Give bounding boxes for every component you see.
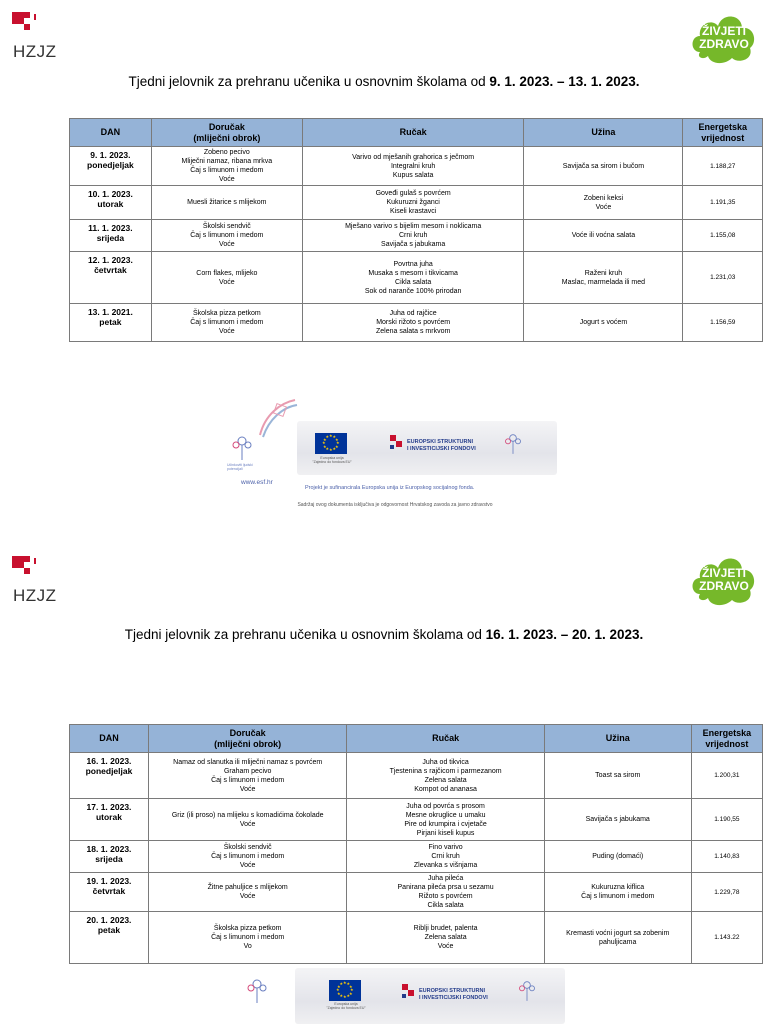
lunch-cell: [302, 220, 524, 252]
breakfast-cell: [148, 753, 346, 799]
breakfast-line: Čaj s limunom i medom: [211, 853, 285, 860]
snack-cell: [524, 220, 683, 252]
hzjz-logo-text: HZJZ: [13, 42, 57, 61]
header-breakfast: Doručak (mliječni obrok): [151, 119, 302, 147]
eu-star-icon: ★: [343, 994, 347, 999]
lunch-cell: [302, 186, 524, 220]
week2-dates: 16. 1. 2023. – 20. 1. 2023.: [485, 627, 644, 642]
lunch-line: Juha od tikvica: [422, 758, 469, 766]
table-row: [70, 304, 763, 342]
eu-star-icon: ★: [346, 993, 351, 999]
eu-star-icon: ★: [322, 440, 326, 445]
lunch-line: Cikla salata: [427, 902, 464, 909]
breakfast-line: Muesli žitarice s mlijekom: [187, 199, 267, 206]
lunch-line: Juha od rajčice: [389, 310, 437, 317]
snack-cell: [544, 841, 691, 873]
week2-title: Tjedni jelovnik za prehranu učenika u osnovnim školama od 16. 1. 2023. – 20. 1. 2023.: [124, 627, 644, 642]
day-line: srijeda: [95, 854, 123, 864]
breakfast-line: Čaj s limunom i medom: [190, 319, 264, 326]
table-row: [70, 873, 763, 912]
lunch-line: Kiseli krastavci: [389, 208, 437, 215]
lunch-line: Zelena salata: [424, 776, 467, 784]
snack-cell: [524, 252, 683, 304]
breakfast-line: Voće: [239, 893, 256, 900]
week1-title: Tjedni jelovnik za prehranu učenika u osnovnim školama od 9. 1. 2023. – 13. 1. 2023.: [128, 74, 640, 89]
snack-line: Jogurt s voćem: [579, 319, 628, 326]
lunch-cell: [302, 304, 524, 342]
header-snack: Užina: [524, 119, 683, 147]
lunch-line: Pire od krumpira i cvjetače: [404, 820, 487, 828]
breakfast-line: Školski sendvič: [223, 844, 272, 851]
breakfast-line: Voće: [219, 241, 235, 248]
day-line: ponedjeljak: [87, 160, 134, 170]
eu-star-icon: ★: [325, 446, 330, 452]
esf-banner-2: [237, 964, 567, 1024]
eu-star-icon: ★: [349, 990, 353, 996]
lunch-line: Voće: [437, 943, 454, 950]
day-line: 11. 1. 2023.: [88, 223, 133, 233]
day-line: četvrtak: [92, 886, 126, 896]
energy-value: 1.155,08: [683, 220, 763, 252]
breakfast-line: Voće: [239, 862, 256, 869]
day-line: 19. 1. 2023.: [86, 876, 132, 886]
lunch-cell: [347, 841, 544, 873]
breakfast-line: Griz (ili proso) na mlijeku s komadićima čokolade: [171, 811, 324, 819]
lunch-line: Cikla salata: [395, 278, 432, 286]
snack-line: Puding (domaći): [592, 853, 644, 860]
snack-cell: [524, 186, 683, 220]
table-row: [70, 147, 763, 186]
energy-value: 1.156,59: [683, 304, 763, 342]
esf-banner: [225, 395, 565, 515]
lunch-line: Riblji brudet, palenta: [413, 925, 478, 932]
snack-line: Savijača sa sirom i bučom: [562, 162, 645, 170]
breakfast-line: Školski sendvič: [202, 223, 251, 230]
snack-cell: [544, 799, 691, 841]
zz-line-2: ZDRAVO: [699, 579, 749, 593]
breakfast-line: Corn flakes, mlijeko: [196, 269, 258, 277]
eu-star-icon: ★: [329, 447, 333, 452]
eu-star-icon: ★: [325, 433, 330, 439]
eu-star-icon: ★: [339, 980, 344, 986]
eu-flag-icon: [315, 433, 347, 454]
day-line: 12. 1. 2023.: [87, 255, 133, 265]
lunch-line: Rižoto s povrćem: [418, 893, 473, 900]
snack-line: Maslac, marmelada ili med: [561, 278, 646, 286]
day-line: utorak: [97, 199, 124, 209]
esi-funds-line2: I INVESTICIJSKI FONDOVI: [419, 995, 488, 1001]
lunch-line: Tjestenina s rajčicom i parmezanom: [389, 767, 502, 775]
day-line: 9. 1. 2023.: [90, 150, 131, 160]
zivjeti-zdravo-logo: [688, 6, 760, 66]
eu-star-icon: ★: [332, 446, 337, 452]
day-cell: [70, 841, 149, 873]
day-line: četvrtak: [94, 265, 127, 275]
project-note: Projekt je sufinancirala Europska unija iz Europskog socijalnog fonda.: [305, 485, 475, 491]
header-day: DAN: [70, 725, 149, 753]
breakfast-cell: [151, 147, 302, 186]
flower-logo-icon-right: [503, 431, 523, 455]
zz-line-2: ZDRAVO: [699, 37, 749, 51]
lunch-line: Zelena salata: [424, 934, 467, 941]
eu-star-icon: ★: [350, 987, 354, 992]
lunch-line: Kupus salata: [392, 171, 434, 179]
day-cell: [70, 753, 149, 799]
day-cell: [70, 252, 152, 304]
breakfast-line: Voće: [219, 278, 235, 286]
snack-line: Raženi kruh: [584, 269, 623, 277]
day-cell: [70, 147, 152, 186]
week1-dates: 9. 1. 2023. – 13. 1. 2023.: [489, 74, 640, 89]
eu-star-icon: ★: [322, 436, 327, 442]
snack-line: Zobeni keksi: [583, 194, 624, 202]
croatia-squares-icon: [390, 435, 404, 453]
lunch-line: Savijača s jabukama: [381, 241, 446, 248]
eu-star-icon: ★: [335, 436, 339, 442]
day-line: petak: [99, 317, 122, 327]
eu-star-icon: ★: [335, 443, 339, 449]
header-lunch: Ručak: [347, 725, 544, 753]
snack-cell: [524, 304, 683, 342]
day-cell: [70, 799, 149, 841]
lunch-line: Goveđi gulaš s povrćem: [375, 190, 451, 197]
lunch-line: Juha pileća: [427, 875, 464, 882]
header-day: DAN: [70, 119, 152, 147]
lunch-line: Musaka s mesom i tikvicama: [368, 269, 458, 277]
header-lunch: Ručak: [302, 119, 524, 147]
breakfast-line: Graham pecivo: [223, 767, 272, 775]
disclaimer: Sadržaj ovog dokumenta isključiva je odgovornost Hrvatskog zavoda za javno zdravstvo: [297, 502, 493, 508]
lunch-cell: [347, 873, 544, 912]
lunch-line: Mesne okruglice u umaku: [405, 811, 486, 819]
breakfast-cell: [151, 304, 302, 342]
croatia-squares-icon: [402, 984, 416, 1002]
lunch-line: Pirjani kiseli kupus: [416, 829, 475, 837]
table-row: [70, 753, 763, 799]
lunch-line: Sok od naranče 100% prirodan: [364, 287, 462, 295]
breakfast-cell: [148, 873, 346, 912]
header-snack: Užina: [544, 725, 691, 753]
table-row: [70, 186, 763, 220]
lunch-cell: [347, 753, 544, 799]
eu-star-icon: ★: [322, 443, 327, 449]
breakfast-line: Mliječni namaz, ribana mrkva: [181, 158, 273, 165]
breakfast-line: Voće: [219, 176, 235, 183]
eu-star-icon: ★: [339, 993, 344, 999]
snack-line: Voće: [595, 203, 612, 211]
breakfast-cell: [151, 186, 302, 220]
eu-star-icon: ★: [332, 433, 337, 439]
snack-line: Savijača s jabukama: [585, 816, 650, 823]
eu-star-icon: ★: [336, 440, 340, 445]
breakfast-cell: [151, 252, 302, 304]
breakfast-line: Čaj s limunom i medom: [211, 776, 285, 784]
lunch-line: Integralni kruh: [390, 162, 436, 170]
breakfast-line: Žitne pahuljice s mlijekom: [207, 884, 288, 891]
eu-star-icon: ★: [336, 983, 341, 989]
header-energy: Energetska vrijednost: [691, 725, 762, 753]
snack-cell: [544, 873, 691, 912]
small-logo-caption: Učinkoviti ljudski potencijali: [227, 463, 253, 471]
day-cell: [70, 873, 149, 912]
day-line: srijeda: [96, 233, 125, 243]
breakfast-cell: [148, 841, 346, 873]
energy-value: 1.188,27: [683, 147, 763, 186]
snack-line: Kukuruzna kiflica: [591, 884, 645, 891]
lunch-cell: [347, 799, 544, 841]
eu-caption: Europska unija "Zajedno do fondova EU": [326, 1002, 366, 1010]
breakfast-line: Voće: [239, 785, 256, 793]
snack-line: pahuljicama: [599, 938, 637, 946]
lunch-cell: [302, 147, 524, 186]
snack-cell: [544, 912, 691, 964]
lunch-line: Zlevanka s višnjama: [413, 862, 478, 869]
zz-line-1: ŽIVJETI: [701, 566, 746, 580]
lunch-line: Povrtna juha: [393, 260, 433, 268]
energy-value: 1.229,78: [691, 873, 762, 912]
breakfast-line: Čaj s limunom i medom: [190, 232, 264, 239]
day-line: 10. 1. 2023.: [87, 189, 133, 199]
zz-line-1: ŽIVJETI: [701, 24, 746, 38]
esi-funds-line2: I INVESTICIJSKI FONDOVI: [407, 446, 476, 452]
header-energy: Energetska vrijednost: [683, 119, 763, 147]
breakfast-cell: [148, 912, 346, 964]
lunch-line: Panirana pileća prsa u sezamu: [397, 884, 494, 891]
snack-line: Kremasti voćni jogurt sa zobenim: [566, 929, 670, 937]
week1-menu-table: [69, 118, 763, 342]
week2-menu-table: [69, 724, 763, 964]
breakfast-line: Voće: [239, 820, 256, 828]
energy-value: 1.231,03: [683, 252, 763, 304]
hzjz-logo-2: [10, 556, 72, 608]
table-row: [70, 841, 763, 873]
snack-line: Toast sa sirom: [595, 772, 641, 779]
day-line: 13. 1. 2021.: [87, 307, 133, 317]
ribbon-graphic-icon: [255, 395, 300, 440]
day-cell: [70, 304, 152, 342]
lunch-line: Crni kruh: [431, 853, 460, 860]
snack-cell: [524, 147, 683, 186]
breakfast-line: Namaz od slanutka ili mliječni namaz s povrćem: [173, 758, 323, 766]
day-line: 17. 1. 2023.: [86, 802, 132, 812]
breakfast-cell: [148, 799, 346, 841]
header-breakfast: Doručak (mliječni obrok): [148, 725, 346, 753]
table-row: [70, 220, 763, 252]
energy-value: 1.200,31: [691, 753, 762, 799]
lunch-cell: [302, 252, 524, 304]
zivjeti-zdravo-logo-2: [688, 548, 760, 608]
day-cell: [70, 186, 152, 220]
table-row: [70, 252, 763, 304]
energy-value: 1.190,55: [691, 799, 762, 841]
energy-value: 1.143.22: [691, 912, 762, 964]
breakfast-line: Čaj s limunom i medom: [190, 167, 264, 174]
esi-funds-line1: EUROPSKI STRUKTURNI: [407, 439, 474, 445]
lunch-line: Kompot od ananasa: [414, 785, 477, 793]
esi-funds-line1: EUROPSKI STRUKTURNI: [419, 988, 486, 994]
breakfast-line: Školska pizza petkom: [213, 925, 282, 932]
breakfast-cell: [151, 220, 302, 252]
esf-url[interactable]: www.esf.hr: [241, 479, 273, 486]
breakfast-line: Zobeno pecivo: [203, 149, 250, 156]
lunch-line: Varivo od mješanih grahorica s ječmom: [352, 153, 475, 161]
snack-line: Voće ili voćna salata: [571, 232, 636, 239]
eu-star-icon: ★: [346, 980, 351, 986]
lunch-line: Zelena salata s mrkvom: [375, 328, 451, 335]
day-cell: [70, 220, 152, 252]
eu-star-icon: ★: [336, 987, 340, 992]
hzjz-logo: [10, 12, 72, 64]
lunch-line: Crni kruh: [398, 232, 428, 239]
eu-flag-icon: [329, 980, 361, 1001]
day-line: ponedjeljak: [85, 766, 133, 776]
day-line: 20. 1. 2023.: [86, 915, 132, 925]
energy-value: 1.140,83: [691, 841, 762, 873]
lunch-line: Fino varivo: [428, 844, 463, 851]
day-line: utorak: [95, 812, 122, 822]
day-line: 18. 1. 2023.: [86, 844, 132, 854]
eu-star-icon: ★: [349, 983, 353, 989]
eu-star-icon: ★: [336, 990, 341, 996]
flower-logo-icon-right: [517, 978, 537, 1002]
energy-value: 1.191,35: [683, 186, 763, 220]
day-cell: [70, 912, 149, 964]
lunch-line: Mješano varivo s bijelim mesom i noklicama: [345, 223, 482, 230]
lunch-line: Juha od povrća s prosom: [406, 802, 485, 810]
day-line: 16. 1. 2023.: [86, 756, 132, 766]
flower-logo-icon: [230, 433, 254, 461]
eu-caption: Europska unija "Zajedno do fondova EU": [312, 456, 352, 464]
snack-line: Čaj s limunom i medom: [581, 893, 655, 900]
lunch-cell: [347, 912, 544, 964]
breakfast-line: Čaj s limunom i medom: [211, 934, 285, 941]
table-row: [70, 912, 763, 964]
eu-star-icon: ★: [343, 980, 347, 985]
table-row: [70, 799, 763, 841]
day-line: petak: [97, 925, 121, 935]
breakfast-line: Školska pizza petkom: [192, 310, 261, 317]
hzjz-logo-text-2: HZJZ: [13, 586, 57, 605]
breakfast-line: Vo: [243, 943, 252, 950]
lunch-line: Kukuruzni žganci: [386, 199, 440, 206]
snack-cell: [544, 753, 691, 799]
lunch-line: Morski rižoto s povrćem: [376, 319, 451, 326]
flower-logo-icon: [245, 976, 269, 1004]
eu-star-icon: ★: [329, 433, 333, 438]
breakfast-line: Voće: [219, 328, 235, 335]
